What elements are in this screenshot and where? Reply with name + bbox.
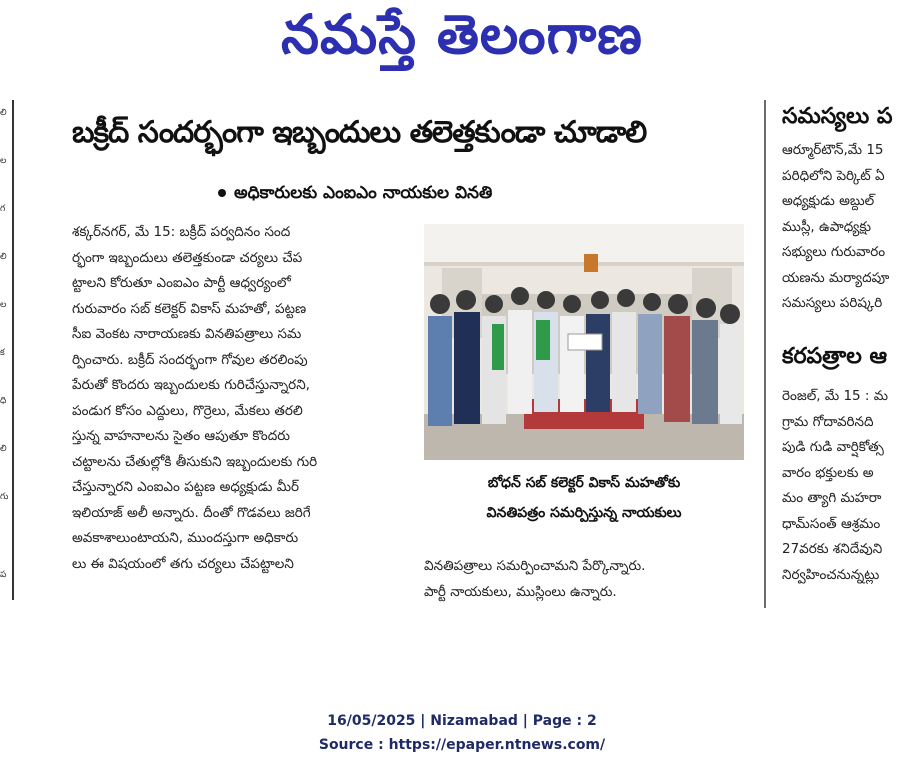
body-line: చేస్తున్నారని ఎంఐఎం పట్టణ అధ్యక్షుడు మీర్ bbox=[72, 479, 299, 495]
body-line: సభ్యులు గురువారం bbox=[782, 244, 886, 260]
masthead-title: నమస్తే తెలంగాణ bbox=[281, 3, 643, 66]
body-line: గురువారం సబ్ కలెక్టర్ వికాస్ మహతో, పట్టణ bbox=[72, 300, 307, 317]
body-line: చట్టాలను చేతుల్లోకి తీసుకుని ఇబ్బందులకు గురి bbox=[72, 453, 318, 470]
body-line: ట్టాలని కోరుతూ ఎంఐఎం పార్టీ ఆధ్వర్యంలో bbox=[72, 275, 291, 291]
photo-caption bbox=[424, 468, 744, 556]
bullet-icon bbox=[218, 189, 226, 197]
body-line: అవకాశాలుంటాయని, ముందస్తుగా అధికారు bbox=[72, 530, 299, 546]
body-line: పుడి గుడి వార్షికోత్స bbox=[782, 439, 884, 455]
strip-fragment: గు bbox=[0, 492, 9, 502]
strip-fragment: లి bbox=[0, 252, 7, 262]
right-article-2-body bbox=[782, 384, 888, 588]
body-line: ముస్లీ, ఉపాధ్యక్షు bbox=[782, 218, 872, 235]
masthead bbox=[0, 0, 924, 72]
right-article-1-body bbox=[782, 138, 889, 317]
news-photo bbox=[424, 224, 744, 460]
body-line: పార్టీ నాయకులు, ముస్లింలు ఉన్నారు. bbox=[424, 583, 617, 600]
strip-fragment: ప bbox=[0, 570, 7, 580]
body-line: యణను మర్యాదపూ bbox=[782, 269, 890, 286]
body-line: పండుగ కోసం ఎద్దులు, గొర్రెలు, మేకలు తరలి bbox=[72, 402, 303, 419]
body-line: సీఐ వెంకట నారాయణకు వినతిపత్రాలు సమ bbox=[72, 326, 302, 342]
article-body-column-2 bbox=[424, 554, 748, 605]
caption-line: బోధన్ సబ్ కలెక్టర్ వికాస్ మహతోకు bbox=[487, 475, 681, 491]
body-line: ఆర్మూర్‌టౌన్,మే 15 bbox=[782, 142, 884, 158]
body-line: వినతిపత్రాలు సమర్పించామని పేర్కొన్నారు. bbox=[424, 558, 646, 574]
body-line: ధామ్‌సంత్ ఆశ్రమం bbox=[782, 515, 881, 532]
body-line: అధ్యక్షుడు అబ్దుల్ bbox=[782, 193, 875, 209]
body-line: నిర్వహించనున్నట్లు bbox=[782, 566, 880, 583]
strip-fragment: ల bbox=[0, 300, 7, 310]
right-article-2-headline: కరపత్రాల ఆ bbox=[782, 344, 888, 369]
body-line: ర్భంగా ఇబ్బందులు తలెత్తకుండా చర్యలు చేప bbox=[72, 249, 303, 266]
strip-fragment: క bbox=[0, 348, 5, 358]
article-headline: బక్రీద్ సందర్భంగా ఇబ్బందులు తలెత్తకుండా చూడాలి bbox=[72, 115, 647, 150]
article-body-column-1 bbox=[72, 220, 416, 577]
right-article-1-headline: సమస్యలు ప bbox=[782, 104, 893, 129]
subheadline-text: అధికారులకు ఎంఐఎం నాయకుల వినతి bbox=[234, 183, 493, 203]
column-divider bbox=[764, 100, 766, 608]
strip-fragment: లి bbox=[0, 108, 7, 118]
body-line: వారం భక్తులకు అ bbox=[782, 464, 874, 481]
left-column-strip bbox=[0, 100, 14, 600]
strip-fragment: లి bbox=[0, 444, 7, 454]
body-line: మం త్యాగి మహరా bbox=[782, 490, 882, 506]
strip-fragment: గ bbox=[0, 204, 6, 214]
body-line: 27వరకు శనిదేవుని bbox=[782, 541, 883, 557]
strip-fragment: ల bbox=[0, 156, 7, 166]
article-subheadline bbox=[218, 183, 492, 207]
body-line: లు ఈ విషయంలో తగు చర్యలు చేపట్టాలని bbox=[72, 555, 294, 572]
footer-date-edition: 16/05/2025 | Nizamabad | Page : 2 bbox=[327, 713, 597, 729]
body-line: ఇలియాజ్ అలీ అన్నారు. దీంతో గొడవలు జరిగే bbox=[72, 504, 311, 521]
photo-illustration bbox=[424, 224, 744, 460]
body-line: సమస్యలు పరిష్కరి bbox=[782, 295, 883, 311]
caption-line: వినతిపత్రం సమర్పిస్తున్న నాయకులు bbox=[486, 505, 682, 521]
body-line: పరిధిలోని పెర్కిట్ ఏ bbox=[782, 167, 885, 184]
body-line: ర్పించారు. బక్రీద్ సందర్భంగా గోవుల తరలింపు bbox=[72, 351, 308, 368]
body-line: పేరుతో కొందరు ఇబ్బందులకు గురిచేస్తున్నారని, bbox=[72, 377, 310, 393]
footer-source: Source : https://epaper.ntnews.com/ bbox=[318, 737, 606, 753]
body-line: గ్రామ గోదావరినది bbox=[782, 413, 874, 430]
body-line: స్తున్న వాహనాలను సైతం ఆపుతూ కొందరు bbox=[72, 428, 290, 444]
body-line: శక్కర్‌నగర్, మే 15: బక్రీద్ పర్వదినం సంద bbox=[72, 224, 291, 240]
body-line: రెంజల్, మే 15 : మ bbox=[782, 388, 889, 404]
strip-fragment: ధి bbox=[0, 396, 7, 406]
